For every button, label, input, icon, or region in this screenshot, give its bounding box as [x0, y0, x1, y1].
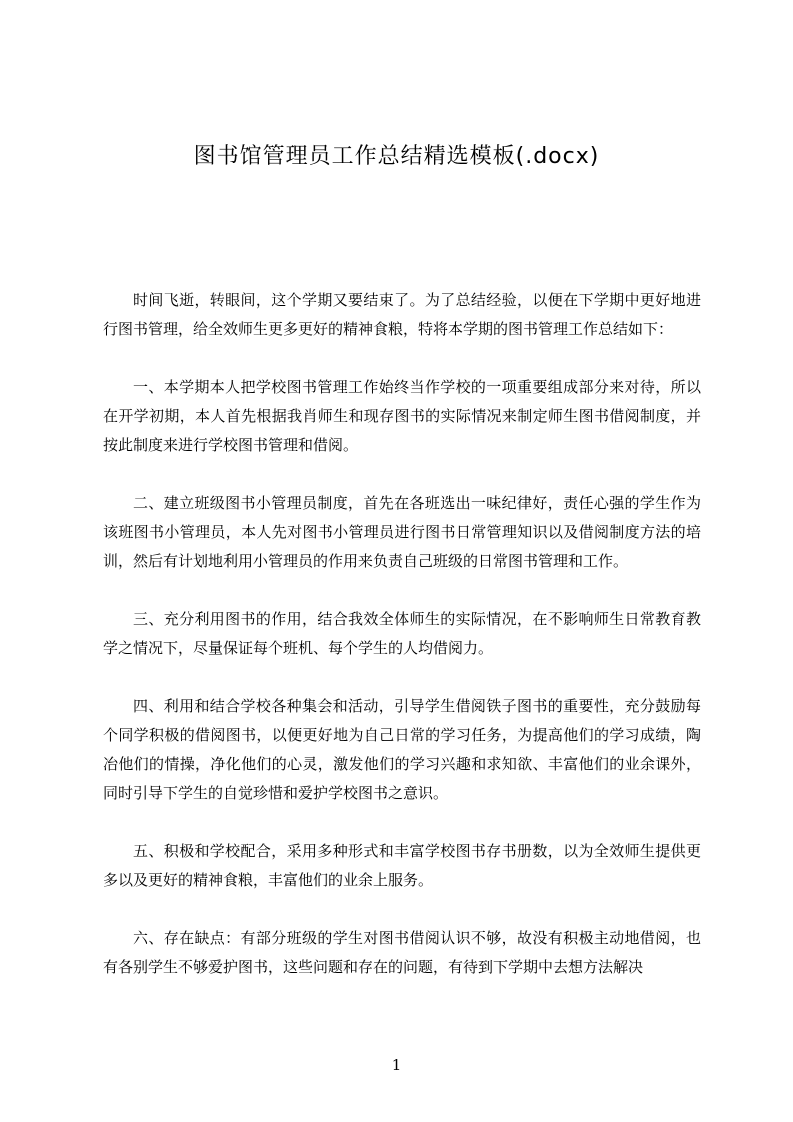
page-title: 图书馆管理员工作总结精选模板(.docx) — [193, 144, 600, 169]
paragraph-intro: 时间飞逝，转眼间，这个学期又要结束了。为了总结经验，以便在下学期中更好地进行图书管理，给全效师生更多更好的精神食粮，特将本学期的图书管理工作总结如下： — [103, 291, 701, 338]
paragraph-item-6: 六、存在缺点：有部分班级的学生对图书借阅认识不够，故没有积极主动地借阅，也有各别学生不够爱护图书，这些问题和存在的问题，有待到下学期中去想方法解决 — [103, 929, 701, 976]
paragraph-item-2: 二、建立班级图书小管理员制度，首先在各班选出一味纪律好，责任心强的学生作为 该班图书小管理员，本人先对图书小管理员进行图书日常管理知识以及借阅制度方法的培训，然后有计划地利用小管理员的作用来负责自己班级的日常图书管理和工作。 — [103, 494, 701, 570]
paragraph-item-4: 四、利用和结合学校各种集会和活动，引导学生借阅铁子图书的重要性，充分鼓励每个同学积极的借阅图书，以便更好地为自己日常的学习任务，为提高他们的学习成绩，陶冶他们的情操，净化他们的心灵，激发他们的学习兴趣和求知欲、丰富他们的业余课外，同时引导下学生的自觉珍惜和爱护学校图书之意识。 — [103, 697, 701, 802]
page-number: 1 — [391, 1056, 402, 1074]
paragraph-item-1: 一、本学期本人把学校图书管理工作始终当作学校的一项重要组成部分来对待，所以在开学初期，本人首先根据我肖师生和现存图书的实际情况来制定师生图书借阅制度，并按此制度来进行学校图书管理和借阅。 — [103, 378, 701, 454]
document-body — [103, 286, 701, 982]
paragraph-item-5: 五、积极和学校配合，采用多种形式和丰富学校图书存书册数，以为全效师生提供更多以及更好的精神食粮，丰富他们的业余上服务。 — [103, 842, 701, 889]
paragraph-item-3: 三、充分利用图书的作用，结合我效全体师生的实际情况，在不影响师生日常教育教学之情况下，尽量保证每个班机、每个学生的人均借阅力。 — [103, 610, 701, 657]
